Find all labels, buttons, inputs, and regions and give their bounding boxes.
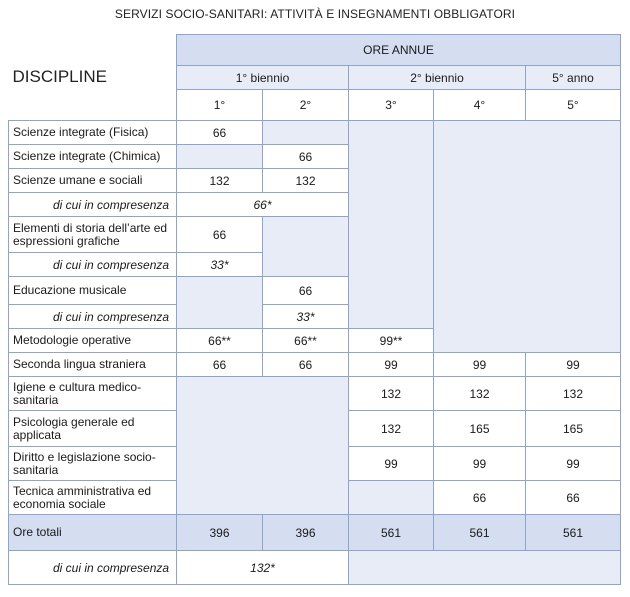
- row-totali-y2: 396: [263, 515, 349, 551]
- row-diritto-y4: 99: [434, 447, 526, 481]
- row-totali-y1: 396: [177, 515, 263, 551]
- row-psicologia-name: Psicologia generale ed applicata: [9, 411, 177, 447]
- row-lingua-y2: 66: [263, 353, 349, 377]
- row-metodologie-y1: 66**: [177, 329, 263, 353]
- row-chimica-name: Scienze integrate (Chimica): [9, 145, 177, 169]
- row-totali-y5: 561: [526, 515, 621, 551]
- row-tecnica-name: Tecnica amministrativa ed economia sociale: [9, 481, 177, 515]
- empty-cell: [349, 481, 434, 515]
- row-umane-comp-value: 66*: [177, 193, 349, 217]
- row-metodologie-y2: 66**: [263, 329, 349, 353]
- row-musica-comp-label: di cui in compresenza: [9, 305, 177, 329]
- row-chimica-y2: 66: [263, 145, 349, 169]
- row-musica-comp-value: 33*: [263, 305, 349, 329]
- row-umane-comp-label: di cui in compresenza: [9, 193, 177, 217]
- row-totali-comp-label: di cui in compresenza: [9, 551, 177, 585]
- row-totali-comp-value: 132*: [177, 551, 349, 585]
- row-tecnica-y5: 66: [526, 481, 621, 515]
- empty-cell: [177, 277, 263, 329]
- row-arte-y1: 66: [177, 217, 263, 253]
- empty-block-biennio1: [177, 377, 349, 515]
- year-heading-4: 4°: [434, 90, 526, 121]
- period-heading-1: 1° biennio: [177, 66, 349, 90]
- period-heading-3: 5° anno: [526, 66, 621, 90]
- period-heading-2: 2° biennio: [349, 66, 526, 90]
- row-psicologia-y5: 165: [526, 411, 621, 447]
- row-totali-y3: 561: [349, 515, 434, 551]
- empty-cell: [263, 121, 349, 145]
- row-tecnica-y4: 66: [434, 481, 526, 515]
- ore-annue-heading: ORE ANNUE: [177, 35, 621, 66]
- row-diritto-name: Diritto e legislazione socio-sanitaria: [9, 447, 177, 481]
- empty-cell: [263, 217, 349, 277]
- row-fisica-name: Scienze integrate (Fisica): [9, 121, 177, 145]
- row-fisica-y1: 66: [177, 121, 263, 145]
- row-diritto-y3: 99: [349, 447, 434, 481]
- row-umane-name: Scienze umane e sociali: [9, 169, 177, 193]
- row-totali-name: Ore totali: [9, 515, 177, 551]
- row-igiene-y4: 132: [434, 377, 526, 411]
- row-diritto-y5: 99: [526, 447, 621, 481]
- row-arte-comp-value: 33*: [177, 253, 263, 277]
- row-musica-name: Educazione musicale: [9, 277, 177, 305]
- row-musica-y2: 66: [263, 277, 349, 305]
- row-igiene-y5: 132: [526, 377, 621, 411]
- discipline-heading: DISCIPLINE: [12, 67, 107, 87]
- empty-block-y45: [434, 121, 621, 353]
- row-umane-y1: 132: [177, 169, 263, 193]
- row-igiene-y3: 132: [349, 377, 434, 411]
- row-lingua-y5: 99: [526, 353, 621, 377]
- year-heading-2: 2°: [263, 90, 349, 121]
- year-heading-5: 5°: [526, 90, 621, 121]
- row-psicologia-y3: 132: [349, 411, 434, 447]
- row-metodologie-name: Metodologie operative: [9, 329, 177, 353]
- row-lingua-y4: 99: [434, 353, 526, 377]
- row-metodologie-y3: 99**: [349, 329, 434, 353]
- row-igiene-name: Igiene e cultura medico-sanitaria: [9, 377, 177, 411]
- year-heading-1: 1°: [177, 90, 263, 121]
- row-lingua-name: Seconda lingua straniera: [9, 353, 177, 377]
- empty-block-y3: [349, 121, 434, 329]
- year-heading-3: 3°: [349, 90, 434, 121]
- empty-cell: [177, 145, 263, 169]
- row-arte-comp-label: di cui in compresenza: [9, 253, 177, 277]
- hours-table-main: [8, 34, 621, 585]
- row-arte-name: Elementi di storia dell’arte ed espressioni grafiche: [9, 217, 177, 253]
- row-totali-y4: 561: [434, 515, 526, 551]
- empty-block-bottom: [349, 551, 621, 585]
- page-title: SERVIZI SOCIO-SANITARI: ATTIVITÀ E INSEGNAMENTI OBBLIGATORI: [114, 7, 516, 21]
- row-umane-y2: 132: [263, 169, 349, 193]
- row-psicologia-y4: 165: [434, 411, 526, 447]
- row-lingua-y3: 99: [349, 353, 434, 377]
- row-lingua-y1: 66: [177, 353, 263, 377]
